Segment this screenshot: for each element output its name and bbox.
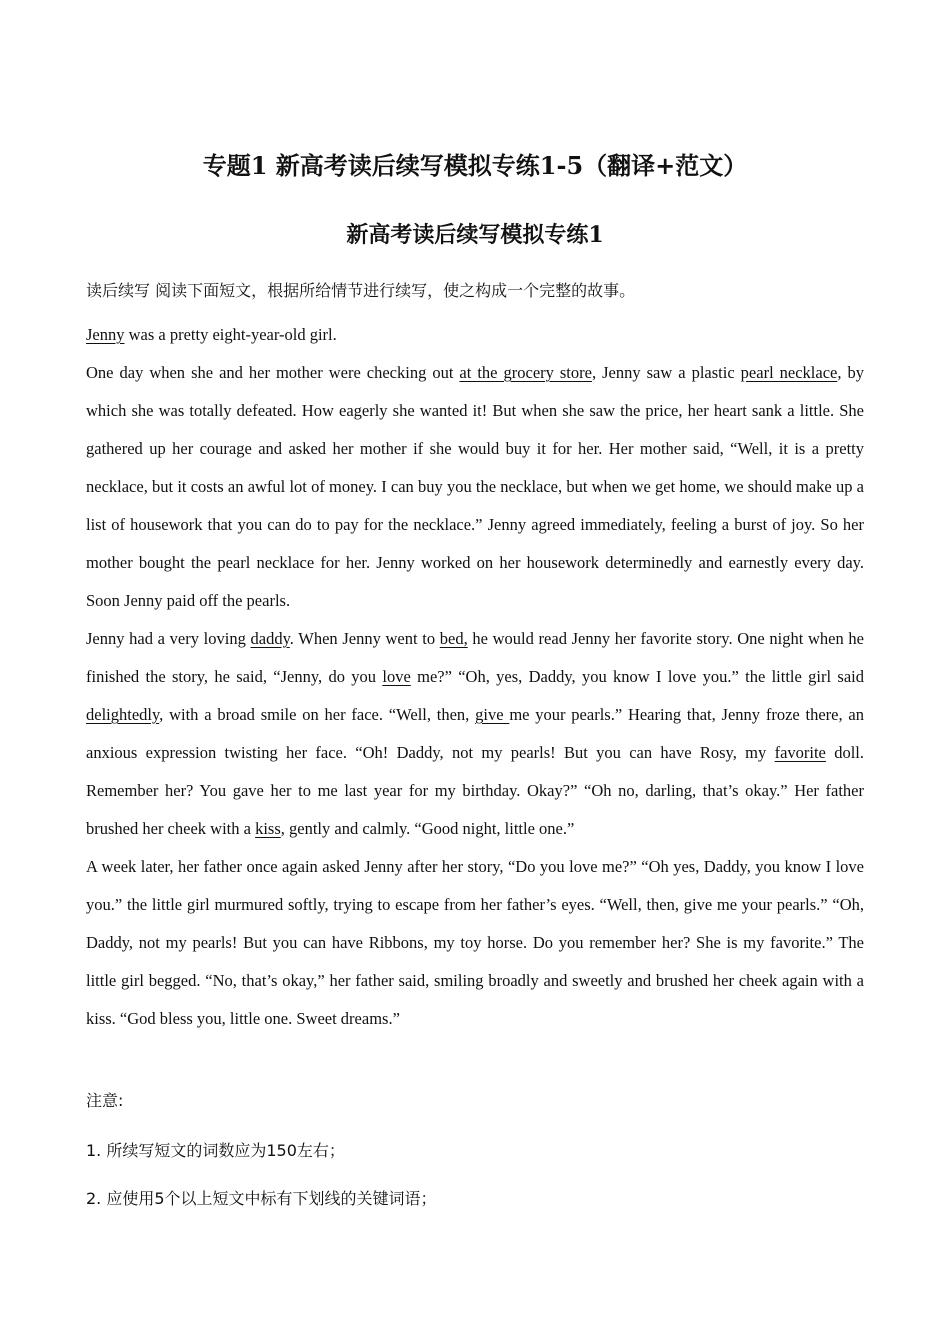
keyword: delightedly: [86, 705, 160, 724]
story-text-run: A week later, her father once again asked Jenny after her story, “Do you love me?” “Oh yes, Daddy, you know I love you.” the little girl murmured softly, trying to escape from her father’s eyes. “Well, then, give me your pearls.” “Oh, Daddy, not my pearls! But you can have Ribbons, my toy horse. Do you remember her? She is my favorite.” The little girl begged. “No, that’s okay,” her father said, smiling broadly and sweetly and brushed her cheek again with a kiss. “God bless you, little one. Sweet dreams.”: [86, 857, 864, 1028]
story-text-run: doll. Remember her? You gave her to me last year for my birthday. Okay?” “Oh no, darling, that’s okay.” Her father brushed her cheek with a: [86, 743, 865, 838]
story-text-run: , Jenny saw a plastic: [591, 363, 741, 382]
story-text-run: me?” “Oh, yes, Daddy, you know I love you.” the little girl said: [410, 667, 864, 686]
story-paragraph-2: [86, 354, 864, 620]
story-text-run: One day when she and her mother were checking out: [86, 363, 460, 382]
story-text-run: Jenny had a very loving: [86, 629, 251, 648]
story-text-run: , gently and calmly. “Good night, little one.”: [280, 819, 575, 838]
story-text-run: he would read Jenny her favorite story. One night when he finished the story, he said, “Jenny, do you: [86, 629, 864, 686]
notes-heading: 注意:: [86, 1091, 124, 1110]
keyword: Jenny: [86, 325, 125, 344]
notes-section: [86, 1088, 864, 1209]
story-paragraph-3: [86, 620, 864, 848]
story-text-run: . When Jenny went to: [289, 629, 440, 648]
story-text-run: , by which she was totally defeated. How eagerly she wanted it! But when she saw the price, her heart sank a little. She gathered up her courage and asked her mother if she would buy it for her. Her mother said, “Well, it is a pretty necklace, but it costs an awful lot of money. I can buy you the necklace, but when we get home, we should make up a list of housework that you can do to pay for the necklace.” Jenny agreed immediately, feeling a burst of joy. So her mother bought the pearl necklace for her. Jenny worked on her housework determinedly and earnestly every day. Soon Jenny paid off the pearls.: [86, 363, 864, 610]
keyword: kiss: [255, 819, 281, 838]
document-title: 专题1 新高考读后续写模拟专练1-5（翻译+范文）: [202, 151, 748, 180]
story-paragraph-4: [86, 848, 864, 1038]
note-item-2: 2. 应使用5个以上短文中标有下划线的关键词语；: [86, 1189, 437, 1208]
story-paragraph-1: [86, 316, 864, 354]
keyword: pearl necklace: [740, 363, 838, 382]
note-item-1: 1. 所续写短文的词数应为150左右；: [86, 1141, 345, 1160]
keyword: favorite: [774, 743, 826, 762]
keyword: at the grocery store: [459, 363, 592, 382]
story-text-run: , with a broad smile on her face. “Well, then,: [159, 705, 476, 724]
keyword: bed,: [439, 629, 468, 648]
task-instruction: 读后续写 阅读下面短文，根据所给情节进行续写，使之构成一个完整的故事。: [86, 281, 636, 300]
story-text-run: was a pretty eight-year-old girl.: [124, 325, 337, 344]
keyword: love: [382, 667, 411, 686]
story-text: [86, 316, 864, 1038]
story-text-run: me your pearls.” Hearing that, Jenny froze there, an anxious expression twisting her face. “Oh! Daddy, not my pearls! But you can have Rosy, my: [86, 705, 864, 762]
keyword: daddy: [250, 629, 290, 648]
keyword: give: [475, 705, 510, 724]
document-subtitle: 新高考读后续写模拟专练1: [346, 222, 604, 248]
